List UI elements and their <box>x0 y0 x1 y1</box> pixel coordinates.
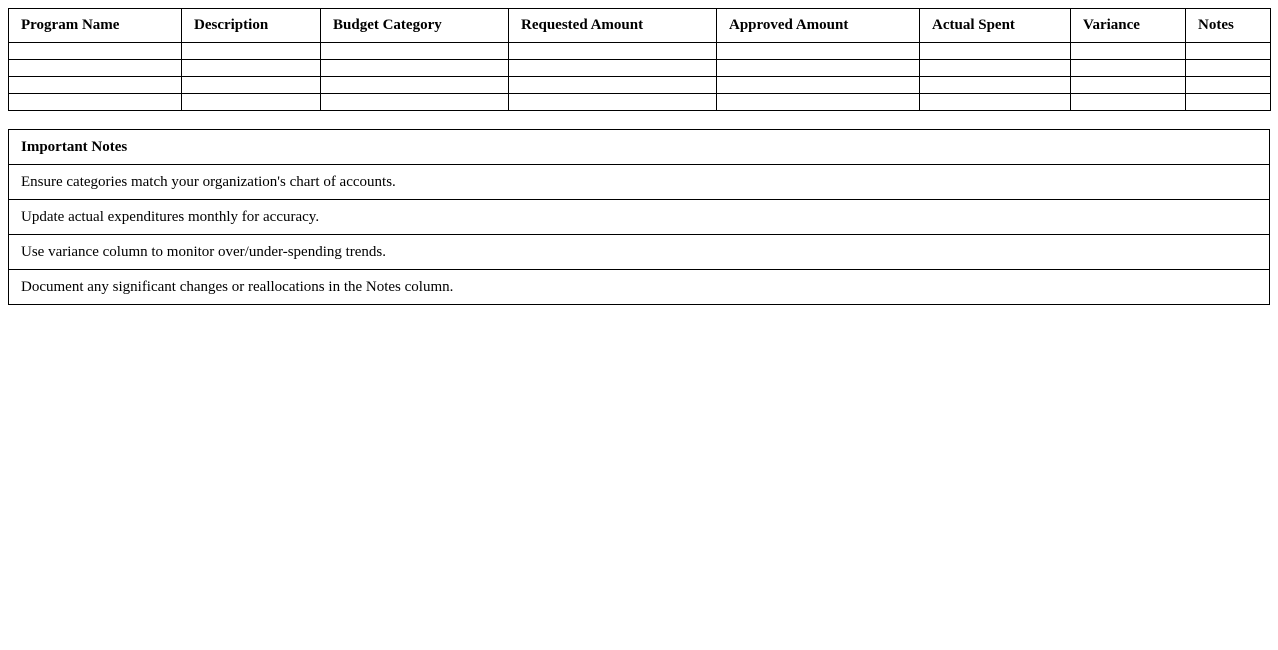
table-row <box>9 60 1271 77</box>
note-row <box>9 165 1270 200</box>
column-header-description: Description <box>182 9 321 43</box>
table-cell[interactable] <box>1186 60 1271 77</box>
column-header-approved-amount: Approved Amount <box>717 9 920 43</box>
table-cell[interactable] <box>1186 77 1271 94</box>
note-item: Use variance column to monitor over/under-spending trends. <box>9 235 1270 270</box>
column-header-variance: Variance <box>1071 9 1186 43</box>
notes-heading-row <box>9 130 1270 165</box>
table-header-row <box>9 9 1271 43</box>
table-cell[interactable] <box>717 43 920 60</box>
table-cell[interactable] <box>9 77 182 94</box>
table-cell[interactable] <box>920 60 1071 77</box>
note-item: Update actual expenditures monthly for accuracy. <box>9 200 1270 235</box>
table-cell[interactable] <box>182 77 321 94</box>
column-header-notes: Notes <box>1186 9 1271 43</box>
note-row <box>9 270 1270 305</box>
column-header-budget-category: Budget Category <box>321 9 509 43</box>
note-item: Document any significant changes or reallocations in the Notes column. <box>9 270 1270 305</box>
budget-table <box>8 8 1271 111</box>
table-cell[interactable] <box>1186 43 1271 60</box>
notes-heading: Important Notes <box>9 130 1270 165</box>
table-cell[interactable] <box>1071 94 1186 111</box>
table-cell[interactable] <box>182 43 321 60</box>
table-cell[interactable] <box>9 43 182 60</box>
table-cell[interactable] <box>509 43 717 60</box>
table-cell[interactable] <box>920 94 1071 111</box>
column-header-actual-spent: Actual Spent <box>920 9 1071 43</box>
table-row <box>9 43 1271 60</box>
column-header-requested-amount: Requested Amount <box>509 9 717 43</box>
table-cell[interactable] <box>1071 60 1186 77</box>
table-cell[interactable] <box>321 77 509 94</box>
note-row <box>9 235 1270 270</box>
table-cell[interactable] <box>717 94 920 111</box>
table-cell[interactable] <box>321 43 509 60</box>
table-cell[interactable] <box>717 77 920 94</box>
note-item: Ensure categories match your organization's chart of accounts. <box>9 165 1270 200</box>
table-cell[interactable] <box>920 77 1071 94</box>
table-row <box>9 77 1271 94</box>
column-header-program-name: Program Name <box>9 9 182 43</box>
table-cell[interactable] <box>920 43 1071 60</box>
table-cell[interactable] <box>1186 94 1271 111</box>
table-cell[interactable] <box>182 60 321 77</box>
table-cell[interactable] <box>509 77 717 94</box>
table-cell[interactable] <box>321 94 509 111</box>
table-cell[interactable] <box>9 94 182 111</box>
table-row <box>9 94 1271 111</box>
table-cell[interactable] <box>1071 43 1186 60</box>
table-cell[interactable] <box>509 94 717 111</box>
document-body <box>8 8 1270 305</box>
important-notes-table <box>8 129 1270 305</box>
table-cell[interactable] <box>717 60 920 77</box>
table-cell[interactable] <box>1071 77 1186 94</box>
note-row <box>9 200 1270 235</box>
table-cell[interactable] <box>321 60 509 77</box>
table-cell[interactable] <box>182 94 321 111</box>
table-cell[interactable] <box>509 60 717 77</box>
table-cell[interactable] <box>9 60 182 77</box>
